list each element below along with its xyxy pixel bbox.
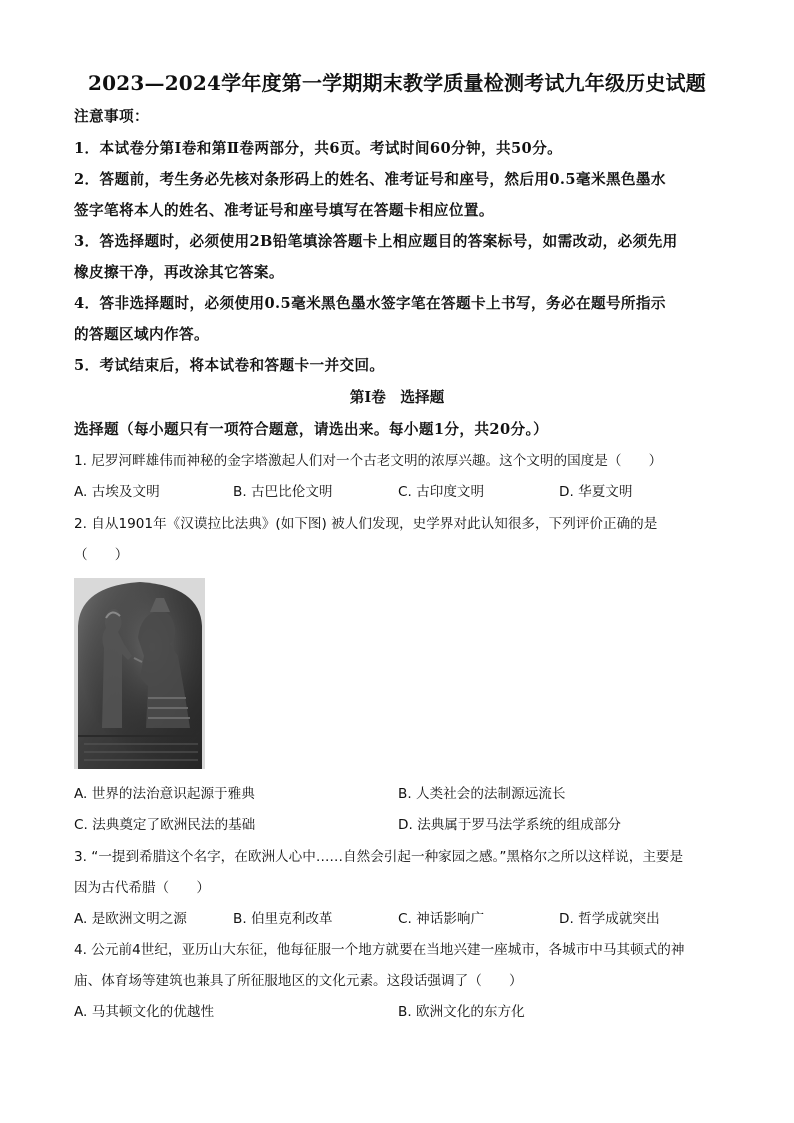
question-4-text: 4. 公元前4世纪，亚历山大东征，他每征服一个地方就要在当地兴建一座城市，各城市中马其顿式的神 [74,942,685,958]
question-2-option-d[interactable]: D. 法典属于罗马法学系统的组成部分 [398,817,622,833]
question-2-text: 2. 自从1901年《汉谟拉比法典》(如下图) 被人们发现，史学界对此认知很多，下列评价正确的是 [74,516,658,532]
hammurabi-stele-image [74,578,205,769]
note-line: 5．考试结束后，将本试卷和答题卡一并交回。 [74,357,385,374]
question-2-option-a[interactable]: A. 世界的法治意识起源于雅典 [74,786,255,802]
question-4-option-a[interactable]: A. 马其顿文化的优越性 [74,1004,215,1020]
question-3-option-d[interactable]: D. 哲学成就突出 [559,911,660,927]
notes-heading: 注意事项： [74,108,149,125]
note-line: 的答题区域内作答。 [74,326,209,343]
question-4-text-cont: 庙、体育场等建筑也兼具了所征服地区的文化元素。这段话强调了（ ） [74,973,523,989]
question-2-text-cont: （ ） [74,547,129,563]
question-3-option-a[interactable]: A. 是欧洲文明之源 [74,911,187,927]
question-1-text: 1. 尼罗河畔雄伟而神秘的金字塔激起人们对一个古老文明的浓厚兴趣。这个文明的国度是（ ） [74,453,663,469]
note-line: 1．本试卷分第Ⅰ卷和第Ⅱ卷两部分，共6页。考试时间60分钟，共50分。 [74,140,563,157]
note-line: 签字笔将本人的姓名、准考证号和座号填写在答题卡相应位置。 [74,202,494,219]
section-instruction: 选择题（每小题只有一项符合题意，请选出来。每小题1分，共20分。） [74,421,549,438]
note-line: 3．答选择题时，必须使用2B铅笔填涂答题卡上相应题目的答案标号，如需改动，必须先用 [74,233,678,250]
question-2-option-b[interactable]: B. 人类社会的法制源远流长 [398,786,566,802]
note-line: 2．答题前，考生务必先核对条形码上的姓名、准考证号和座号，然后用0.5毫米黑色墨水 [74,171,666,188]
question-3-option-b[interactable]: B. 伯里克利改革 [233,911,333,927]
question-3-option-c[interactable]: C. 神话影响广 [398,911,485,927]
question-1-option-a[interactable]: A. 古埃及文明 [74,484,160,500]
question-1-option-c[interactable]: C. 古印度文明 [398,484,485,500]
question-1-option-b[interactable]: B. 古巴比伦文明 [233,484,333,500]
question-2-option-c[interactable]: C. 法典奠定了欧洲民法的基础 [74,817,256,833]
note-line: 4．答非选择题时，必须使用0.5毫米黑色墨水签字笔在答题卡上书写，务必在题号所指示 [74,295,666,312]
question-3-text: 3. “一提到希腊这个名字，在欧洲人心中……自然会引起一种家园之感。”黑格尔之所以这样说，主要是 [74,849,684,865]
question-4-option-b[interactable]: B. 欧洲文化的东方化 [398,1004,525,1020]
exam-title: 2023—2024学年度第一学期期末教学质量检测考试九年级历史试题 [88,71,706,95]
section-title: 第Ⅰ卷 选择题 [349,389,445,406]
note-line: 橡皮擦干净，再改涂其它答案。 [74,264,284,281]
question-3-text-cont: 因为古代希腊（ ） [74,880,210,896]
question-1-option-d[interactable]: D. 华夏文明 [559,484,633,500]
